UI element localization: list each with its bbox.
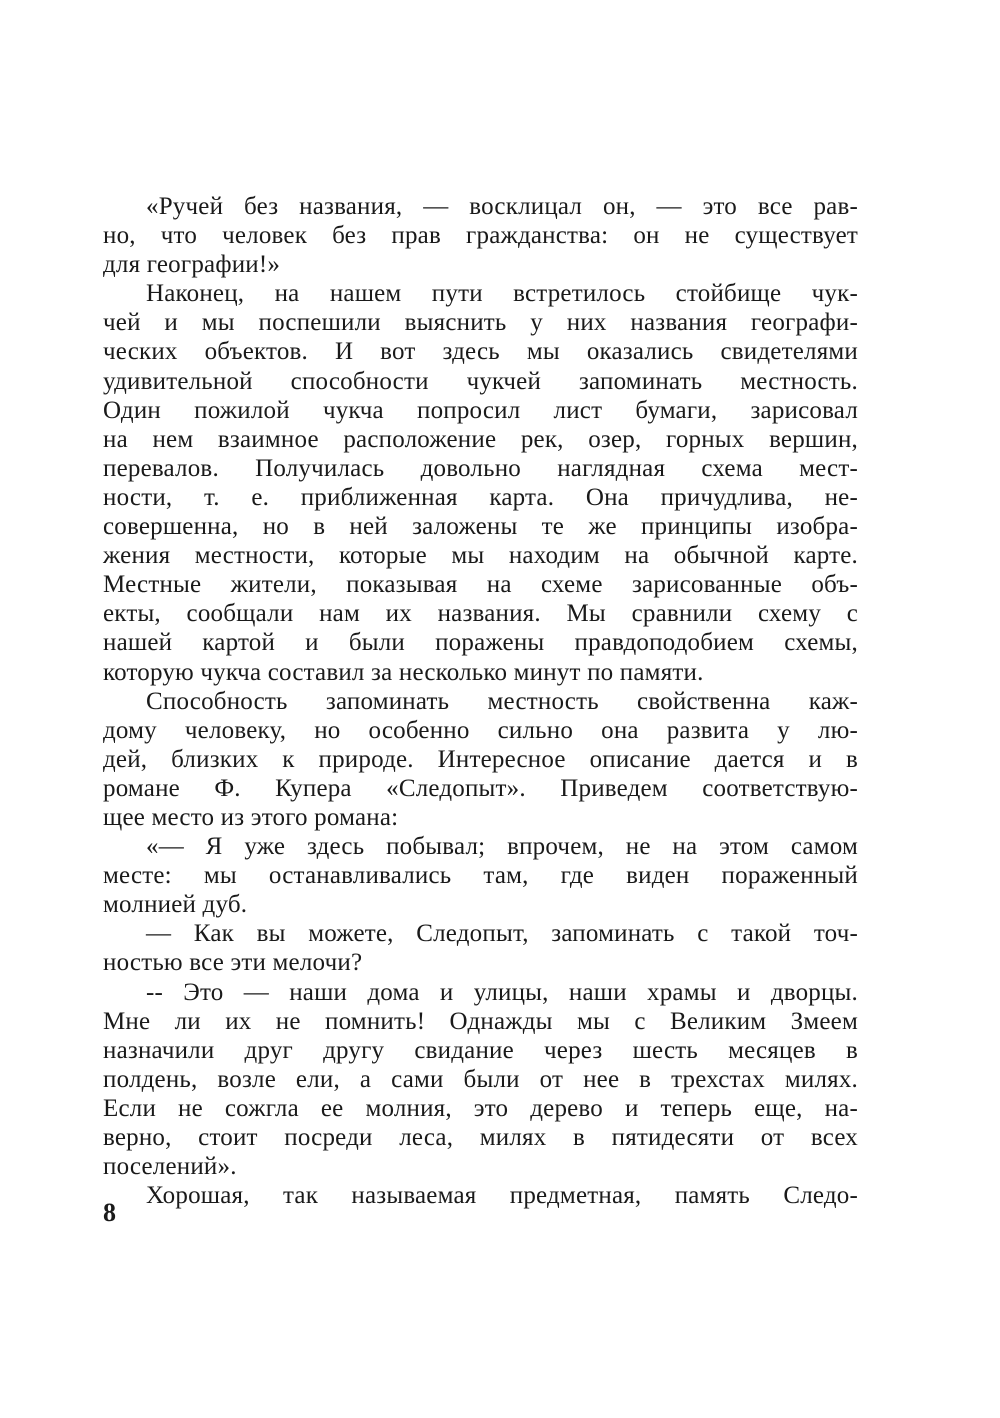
body-text [103,192,858,1210]
text-line: -- Это — наши дома и улицы, наши храмы и дворцы. [146,978,858,1006]
text-line: нашей картой и были поражены правдоподобием схемы, [103,629,858,657]
text-line: верно, стоит посреди леса, милях в пятидесяти от всех [103,1124,858,1151]
text-line: месте: мы останавливались там, где виден пораженный [103,862,858,890]
text-line: жения местности, которые мы находим на обычной карте. [103,542,858,570]
text-line: — Как вы можете, Следопыт, запоминать с такой точ- [146,920,858,948]
text-line: чей и мы поспешили выяснить у них названия географи- [103,309,858,337]
text-line: щее место из этого романа: [103,803,399,831]
page-number: 8 [103,1198,116,1227]
text-line: молнией дуб. [103,891,248,919]
text-line: но, что человек без прав гражданства: он не существует [103,222,858,250]
text-line: Местные жители, показывая на схеме зарисованные объ- [103,571,858,599]
text-line: дому человеку, но особенно сильно она развита у лю- [103,716,858,744]
text-line: «Ручей без названия, — восклицал он, — это все рав- [146,193,858,220]
text-line: Способность запоминать местность свойственна каж- [146,687,858,715]
text-line: перевалов. Получилась довольно наглядная схема мест- [103,454,858,482]
text-line: для географии!» [103,251,281,279]
text-line: екты, сообщали нам их названия. Мы сравнили схему с [103,600,858,628]
text-line: Если не сожгла ее молния, это дерево и теперь еще, на- [103,1094,858,1122]
text-line: которую чукча составил за несколько минут по памяти. [103,658,704,686]
text-line: Хорошая, так называемая предметная, память Следо- [146,1182,858,1210]
text-line: совершенна, но в ней заложены те же принципы изобра- [103,513,858,541]
text-line: удивительной способности чукчей запоминать местность. [103,367,858,395]
text-line: Один пожилой чукча попросил лист бумаги, зарисовал [103,396,858,424]
text-line: поселений». [103,1153,237,1181]
text-line: Наконец, на нашем пути встретилось стойбище чук- [146,280,858,308]
text-line: полдень, возле ели, а сами были от нее в трехстах милях. [103,1065,858,1093]
text-line: ностью все эти мелочи? [103,949,363,977]
text-line: ческих объектов. И вот здесь мы оказались свидетелями [103,338,858,366]
text-line: дей, близких к природе. Интересное описание дается и в [103,745,858,773]
text-line: «— Я уже здесь побывал; впрочем, не на этом самом [146,833,858,861]
text-line: Мне ли их не помнить! Однажды мы с Великим Змеем [103,1007,858,1035]
text-line: ности, т. е. приближенная карта. Она причудлива, не- [103,483,858,511]
text-line: романе Ф. Купера «Следопыт». Приведем соответствую- [103,774,858,802]
text-line: на нем взаимное расположение рек, озер, горных вершин, [103,425,858,453]
text-line: назначили друг другу свидание через шесть месяцев в [103,1036,858,1064]
